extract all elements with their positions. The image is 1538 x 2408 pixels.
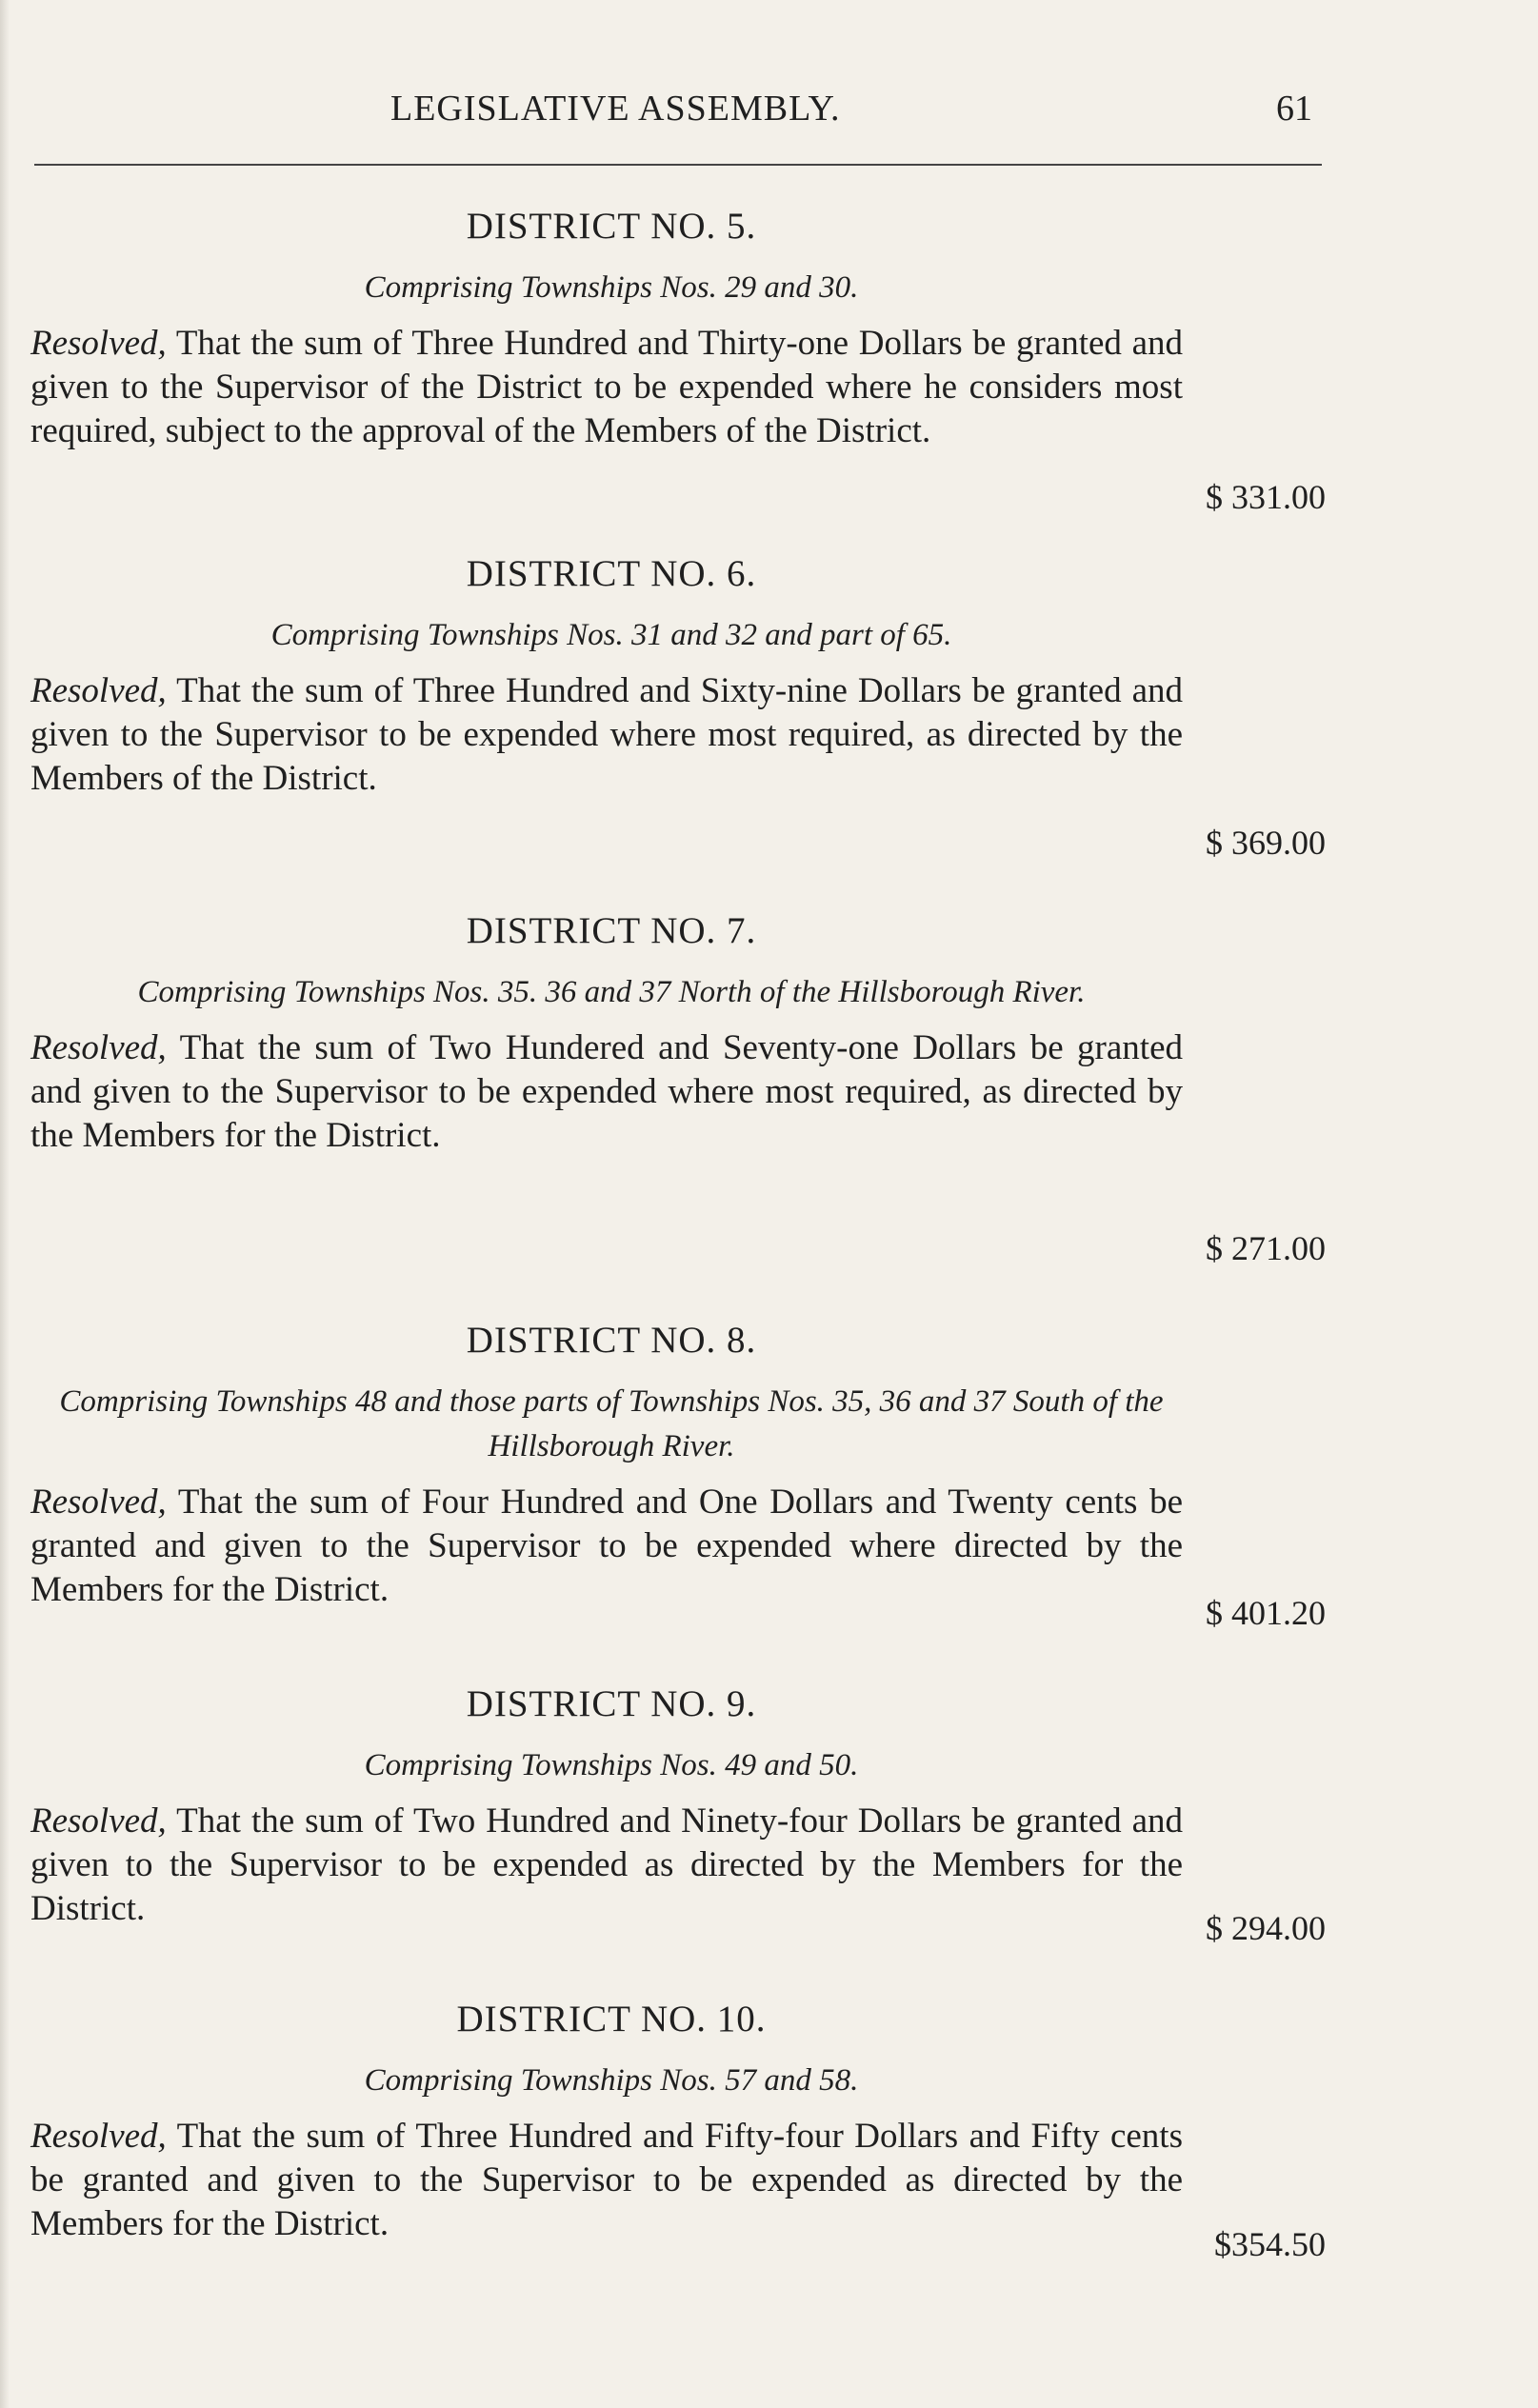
- resolved-word: Resolved,: [30, 324, 167, 363]
- amount-value: $ 294.00: [1206, 1909, 1326, 1947]
- resolution-text: That the sum of Three Hundred and Fifty-four Dollars and Fifty cents be granted and given to the Supervisor to be expended as directed by the Members for the District.: [30, 2117, 1183, 2243]
- district-heading: DISTRICT NO. 6.: [466, 553, 757, 594]
- district-section-10: [30, 1998, 1326, 2263]
- comprising-townships: Comprising Townships Nos. 49 and 50.: [364, 1748, 859, 1782]
- page-edge-shadow: [0, 0, 10, 2408]
- resolved-word: Resolved,: [30, 1483, 167, 1522]
- district-heading: DISTRICT NO. 7.: [466, 910, 757, 951]
- resolution-text: That the sum of Two Hundred and Ninety-four Dollars be granted and given to the Supervisor to be expended as directed by the Members for the District.: [30, 1801, 1183, 1928]
- resolved-word: Resolved,: [30, 1028, 167, 1067]
- resolution-paragraph: [30, 2115, 1183, 2246]
- district-section-7: [30, 909, 1326, 1267]
- district-heading: DISTRICT NO. 5.: [466, 206, 757, 247]
- comprising-townships: Comprising Townships 48 and those parts of Townships Nos. 35, 36 and 37 South of the Hillsborough River.: [59, 1384, 1164, 1463]
- resolution-text: That the sum of Three Hundred and Sixty-nine Dollars be granted and given to the Supervisor to be expended where most required, as directed by the Members of the District.: [30, 671, 1183, 798]
- resolved-word: Resolved,: [30, 1801, 167, 1841]
- comprising-townships: Comprising Townships Nos. 29 and 30.: [364, 270, 859, 305]
- resolution-text: That the sum of Two Hundered and Seventy-one Dollars be granted and given to the Supervisor to be expended where most required, as directed by the Members for the District.: [30, 1028, 1183, 1155]
- resolution-paragraph: [30, 322, 1183, 453]
- district-heading: DISTRICT NO. 8.: [466, 1320, 757, 1361]
- resolution-paragraph: [30, 1800, 1183, 1931]
- resolved-word: Resolved,: [30, 671, 167, 710]
- district-heading: DISTRICT NO. 10.: [456, 1999, 767, 2040]
- page-number: 61: [1276, 89, 1312, 129]
- amount-value: $ 401.20: [1206, 1594, 1326, 1632]
- comprising-townships: Comprising Townships Nos. 35. 36 and 37 North of the Hillsborough River.: [137, 975, 1086, 1009]
- comprising-townships: Comprising Townships Nos. 31 and 32 and part of 65.: [270, 618, 952, 652]
- header-rule: [34, 164, 1322, 166]
- amount-value: $ 331.00: [1206, 478, 1326, 516]
- district-section-9: [30, 1682, 1326, 1947]
- resolution-text: That the sum of Three Hundred and Thirty-one Dollars be granted and given to the Supervisor of the District to be expended where he considers most required, subject to the approval of the Members of the District.: [30, 324, 1183, 450]
- district-section-6: [30, 552, 1326, 862]
- resolution-paragraph: [30, 1026, 1183, 1158]
- district-heading: DISTRICT NO. 9.: [466, 1683, 757, 1724]
- running-title: LEGISLATIVE ASSEMBLY.: [390, 89, 841, 129]
- district-section-5: [30, 205, 1326, 516]
- resolved-word: Resolved,: [30, 2117, 167, 2156]
- resolution-paragraph: [30, 669, 1183, 801]
- district-section-8: [30, 1319, 1326, 1632]
- amount-value: $ 271.00: [1206, 1229, 1326, 1267]
- resolution-text: That the sum of Four Hundred and One Dollars and Twenty cents be granted and given to the Supervisor to be expended where directed by the Members for the District.: [30, 1483, 1183, 1609]
- amount-value: $354.50: [1214, 2225, 1326, 2263]
- comprising-townships: Comprising Townships Nos. 57 and 58.: [364, 2063, 859, 2098]
- amount-value: $ 369.00: [1206, 824, 1326, 862]
- resolution-paragraph: [30, 1481, 1183, 1612]
